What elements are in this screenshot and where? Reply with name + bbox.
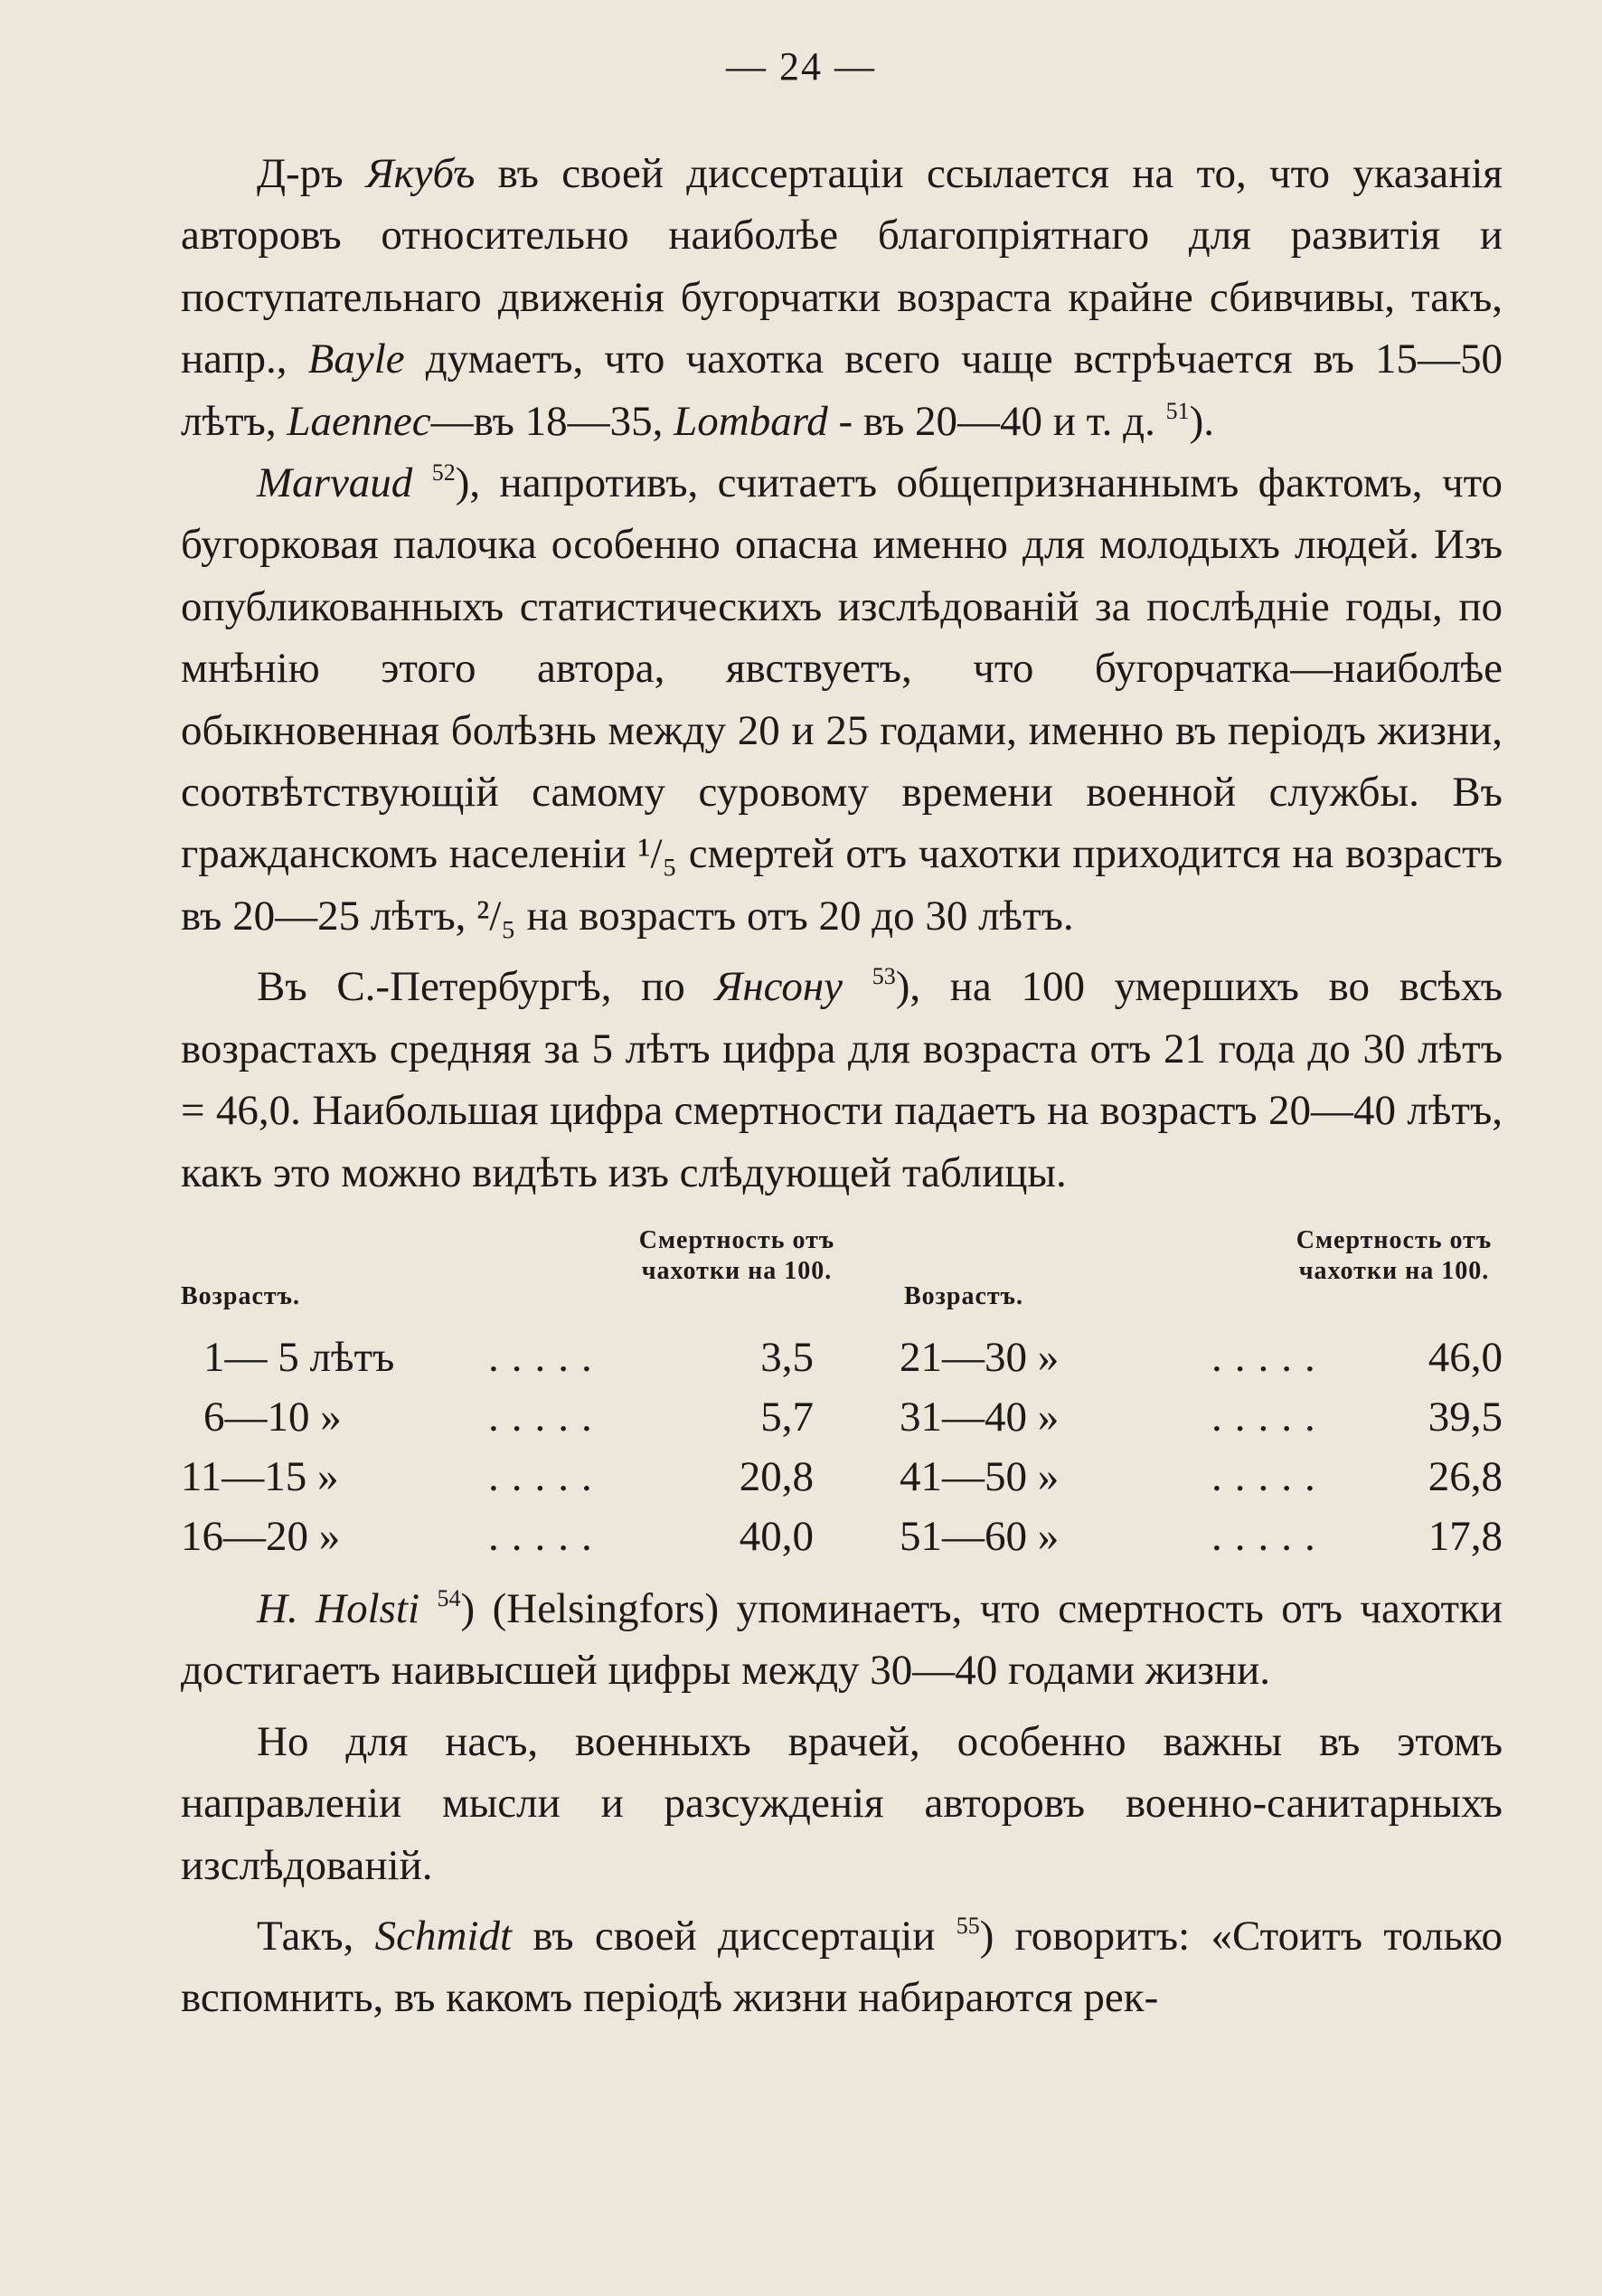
table-row-age: 21—30 » xyxy=(900,1333,1060,1381)
table-row-value: 46,0 xyxy=(1428,1333,1503,1381)
table-row-age: 16—20 » xyxy=(181,1512,341,1560)
author-name: Schmidt xyxy=(374,1912,512,1960)
footnote-ref: 51 xyxy=(1165,397,1190,424)
leader-dots: ..... xyxy=(488,1393,605,1441)
text-run: въ своей диссертаціи xyxy=(512,1912,956,1960)
text-run: ). xyxy=(1189,397,1214,445)
table-row-age: 31—40 » xyxy=(900,1393,1060,1441)
footnote-ref: 52 xyxy=(431,459,456,487)
author-name: Якубъ xyxy=(365,150,476,197)
leader-dots: ..... xyxy=(1211,1452,1328,1500)
text-run: на возрастъ отъ 20 до 30 лѣтъ. xyxy=(515,892,1074,940)
table-header-mortality-right: Смертность отъ чахотки на 100. xyxy=(1296,1225,1493,1285)
paragraph-2 xyxy=(181,452,1503,947)
paragraph-1 xyxy=(181,143,1503,452)
leader-dots: ..... xyxy=(488,1452,605,1500)
paragraph-5 xyxy=(181,1711,1503,1896)
table-row-value: 40,0 xyxy=(739,1512,814,1560)
table-row-value: 17,8 xyxy=(1428,1512,1503,1560)
leader-dots: ..... xyxy=(488,1333,605,1381)
footnote-ref: 55 xyxy=(956,1912,980,1939)
table-row-age: 6—10 » xyxy=(203,1393,342,1441)
text-run: Д-ръ xyxy=(257,150,366,197)
author-name: Янсону xyxy=(714,963,843,1011)
table-row-value: 5,7 xyxy=(760,1393,814,1441)
table-row-age: 51—60 » xyxy=(900,1512,1060,1560)
table-header-age-left: Возрастъ. xyxy=(181,1281,301,1310)
mortality-table xyxy=(181,1225,1503,1578)
author-name: Lombard xyxy=(674,397,828,445)
text-run: ) говоритъ: «Стоитъ только вспомнить, въ какомъ періодѣ жизни набираются рек- xyxy=(181,1912,1503,2022)
text-run: Такъ, xyxy=(257,1912,375,1960)
author-name: Bayle xyxy=(307,335,405,383)
table-header-mortality-left: Смертность отъ чахотки на 100. xyxy=(638,1225,835,1285)
text-run: Въ С.-Петербургѣ, по xyxy=(257,963,715,1011)
fraction: ¹/₅ xyxy=(637,830,678,878)
text-run: Но для насъ, военныхъ врачей, особенно важны въ этомъ направленіи мысли и разсужденія авторовъ военно-санитарныхъ изслѣдованій. xyxy=(181,1717,1503,1889)
text-run: въ своей диссертаціи ссылается на то, что указанія авторовъ относительно наиболѣе благопріятнаго для развитія и поступательнаго движенія бугорчатки возраста крайне сбивчивы, такъ, напр., xyxy=(181,150,1503,383)
text-run: смертей отъ чахотки приходится на возрастъ въ 20—25 лѣтъ, xyxy=(181,830,1503,940)
text-run: ) (Helsingfors) упоминаетъ, что смертность отъ чахотки достигаетъ наивысшей цифры между 30—40 годами жизни. xyxy=(181,1584,1503,1695)
text-run: - въ 20—40 и т. д. xyxy=(827,397,1166,445)
table-row-value: 26,8 xyxy=(1428,1452,1503,1500)
author-name: Laennec xyxy=(287,397,431,445)
footnote-ref: 54 xyxy=(437,1584,461,1611)
paragraph-4 xyxy=(181,1578,1503,1702)
table-row-value: 3,5 xyxy=(760,1333,814,1381)
table-row-age: 1— 5 лѣтъ xyxy=(203,1333,395,1381)
author-name: H. Holsti xyxy=(257,1584,420,1632)
page-content xyxy=(181,143,1503,2029)
author-name: Marvaud xyxy=(257,459,413,507)
leader-dots: ..... xyxy=(1211,1512,1328,1560)
page-number: — 24 — xyxy=(726,44,876,89)
text-run: —въ 18—35, xyxy=(430,397,674,445)
fraction: ²/₅ xyxy=(476,892,516,940)
table-row-value: 20,8 xyxy=(739,1452,814,1500)
table-row-value: 39,5 xyxy=(1428,1393,1503,1441)
leader-dots: ..... xyxy=(1211,1393,1328,1441)
leader-dots: ..... xyxy=(1211,1333,1328,1381)
table-header-age-right: Возрастъ. xyxy=(904,1281,1024,1310)
footnote-ref: 53 xyxy=(872,963,896,990)
text-run: ), напротивъ, считаетъ общепризнаннымъ фактомъ, что бугорковая палочка особенно опасна именно для молодыхъ людей. Изъ опубликованныхъ статистическихъ изслѣдованій за послѣдніе годы, по мнѣнію этого автора, явствуетъ, что бугорчатка—наиболѣе обыкновенная болѣзнь между 20 и 25 годами, именно въ періодъ жизни, соотвѣтствующій самому суровому времени военной службы. Въ гражданскомъ населеніи xyxy=(181,459,1503,878)
table-row-age: 41—50 » xyxy=(900,1452,1060,1500)
paragraph-6 xyxy=(181,1905,1503,2029)
text-run: ), на 100 умершихъ во всѣхъ возрастахъ средняя за 5 лѣтъ цифра для возраста отъ 21 года до 30 лѣтъ = 46,0. Наибольшая цифра смертности падаетъ на возрастъ 20—40 лѣтъ, какъ это можно видѣть изъ слѣдующей таблицы. xyxy=(181,963,1503,1196)
leader-dots: ..... xyxy=(488,1512,605,1560)
paragraph-3 xyxy=(181,956,1503,1204)
text-run: думаетъ, что чахотка всего чаще встрѣчается въ 15—50 лѣтъ, xyxy=(181,335,1503,445)
table-row-age: 11—15 » xyxy=(181,1452,339,1500)
